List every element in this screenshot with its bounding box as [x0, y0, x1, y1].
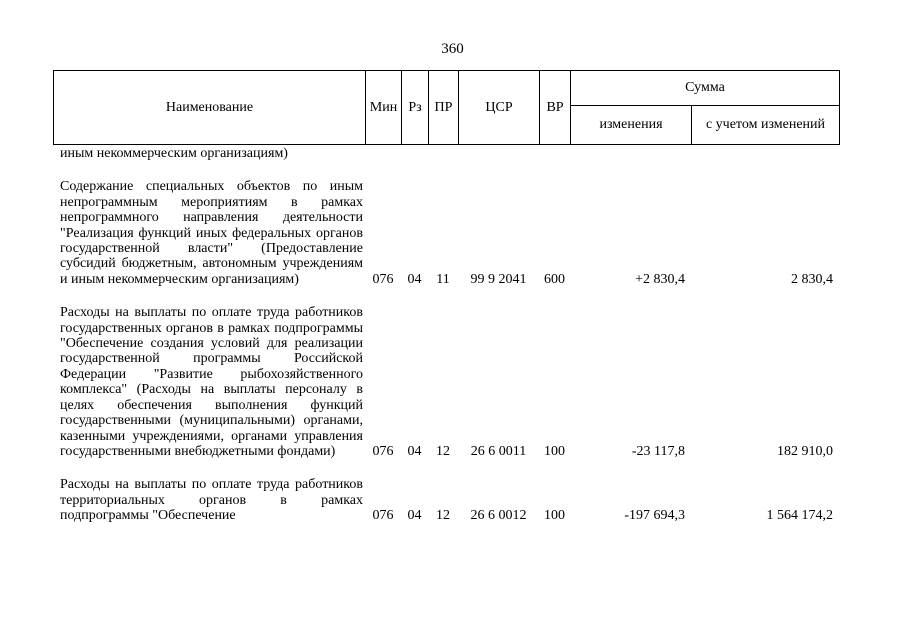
- page-number: 360: [441, 41, 464, 57]
- table-row: [53, 305, 839, 459]
- table-header: [53, 70, 840, 145]
- row-csr: 99 9 2041: [470, 271, 527, 287]
- table-row: [53, 179, 839, 287]
- header-csr: ЦСР: [459, 71, 540, 145]
- row-pr: [428, 146, 458, 161]
- header-with-changes: с учетом изменений: [692, 106, 840, 145]
- row-total: [691, 146, 839, 161]
- table-row: [53, 477, 839, 523]
- row-rz: 04: [407, 443, 422, 459]
- row-total: 2 830,4: [791, 271, 833, 287]
- row-min: 076: [372, 271, 394, 287]
- header-changes: изменения: [571, 106, 692, 145]
- row-csr: 26 6 0011: [470, 443, 527, 459]
- row-vr: 100: [544, 443, 565, 459]
- row-vr: [539, 146, 570, 161]
- row-vr: 100: [544, 508, 565, 524]
- row-pr: 11: [436, 271, 450, 287]
- row-total: 182 910,0: [777, 443, 833, 459]
- header-min: Мин: [366, 71, 402, 145]
- row-vr: 600: [544, 271, 565, 287]
- row-total: 1 564 174,2: [766, 508, 833, 524]
- header-vr: ВР: [540, 71, 571, 145]
- header-sum: Сумма: [571, 71, 840, 106]
- header-pr: ПР: [429, 71, 459, 145]
- row-change: +2 830,4: [635, 271, 685, 287]
- row-csr: [458, 146, 539, 161]
- header-name: Наименование: [54, 71, 366, 145]
- row-name: Расходы на выплаты по оплате труда работников государственных органов в рамках подпрограммы "Обеспечение создания условий для реализации государственной программы Российской Федерации "Развитие рыбохозяйственного комплекса" (Расходы на выплаты персоналу в целях обеспечения выполнения функций государственными (муниципальными) органами, казенными учреждениями, органами управления государственными внебюджетными фондами): [60, 305, 363, 459]
- row-change: [570, 146, 691, 161]
- row-rz: [401, 146, 428, 161]
- row-min: [365, 146, 401, 161]
- row-name: Расходы на выплаты по оплате труда работников территориальных органов в рамках подпрограммы "Обеспечение: [60, 477, 363, 524]
- row-min: 076: [372, 508, 394, 524]
- row-pr: 12: [436, 443, 450, 459]
- table-row: [53, 146, 839, 161]
- row-rz: 04: [407, 508, 422, 524]
- row-change: -23 117,8: [631, 443, 685, 459]
- row-min: 076: [372, 443, 394, 459]
- row-csr: 26 6 0012: [470, 508, 527, 524]
- header-rz: Рз: [402, 71, 429, 145]
- row-rz: 04: [407, 271, 422, 287]
- row-name: иным некоммерческим организациям): [60, 146, 288, 161]
- row-name: Содержание специальных объектов по иным непрограммным мероприятиям в рамках непрограммного направления деятельности "Реализация функций иных федеральных органов государственной власти" (Предоставление субсидий бюджетным, автономным учреждениям и иным некоммерческим организациям): [60, 179, 363, 287]
- row-change: -197 694,3: [624, 508, 685, 524]
- row-pr: 12: [436, 508, 450, 524]
- table-body: [53, 146, 839, 524]
